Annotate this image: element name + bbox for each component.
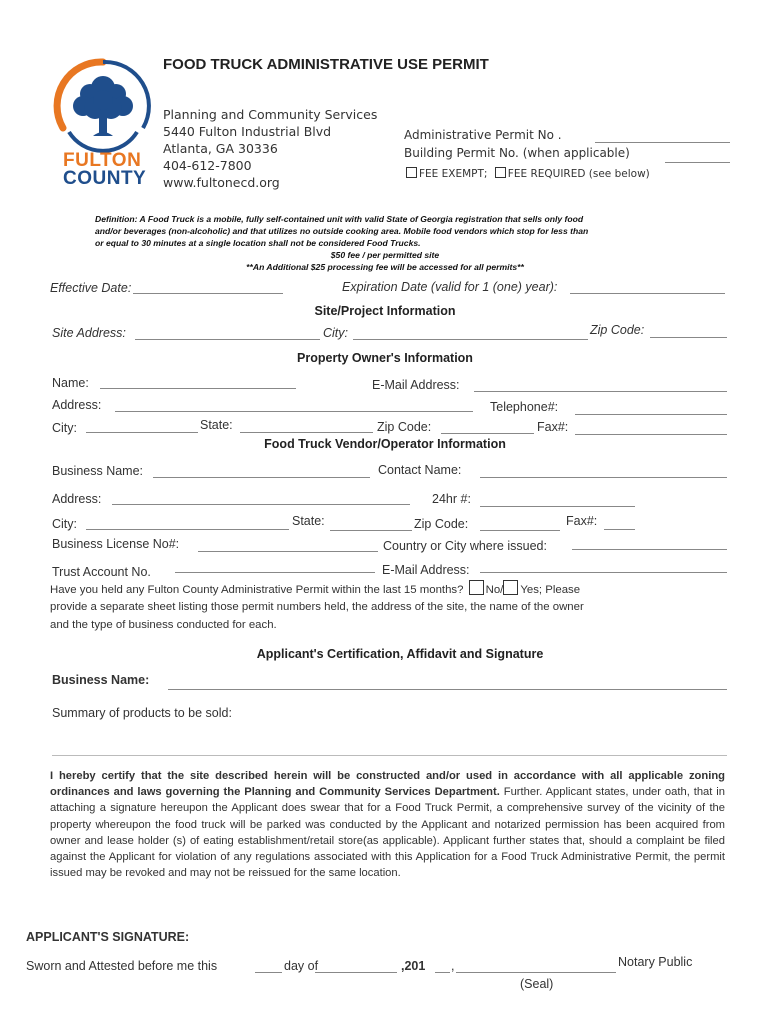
owner-city-label: City: [52, 421, 77, 435]
site-city-field[interactable] [353, 339, 588, 340]
owner-fax-label: Fax#: [537, 420, 569, 434]
prior-permit-question [50, 580, 580, 598]
cert-business-name-field[interactable] [168, 689, 727, 690]
site-zip-field[interactable] [650, 337, 727, 338]
vendor-city-field[interactable] [86, 529, 289, 530]
vendor-email-label: E-Mail Address: [382, 563, 470, 577]
vendor-contact-name-field[interactable] [480, 477, 727, 478]
cert-business-name-label: Business Name: [52, 673, 150, 687]
effective-date-label: Effective Date: [50, 281, 132, 295]
notary-public-label: Notary Public [618, 955, 693, 969]
site-section-heading: Site/Project Information [314, 304, 456, 318]
vendor-license-label: Business License No#: [52, 537, 180, 551]
site-address-label: Site Address: [52, 326, 126, 340]
sworn-attested-text [26, 959, 217, 973]
owner-address-label: Address: [52, 398, 102, 412]
site-address-field[interactable] [135, 339, 320, 340]
prior-permit-instructions-2: and the type of business conducted for each. [50, 619, 277, 631]
notary-signature-field[interactable] [456, 972, 616, 973]
definition-line-2: and/or beverages (non-alcoholic) and that utilizes no outside cooking area. Mobile food vendors which stop for less than [95, 226, 589, 236]
dept-name: Planning and Community Services [163, 107, 378, 122]
expiration-date-label: Expiration Date (valid for 1 (one) year): [342, 280, 558, 294]
owner-section-heading: Property Owner's Information [297, 351, 473, 365]
tree-seal-icon [53, 58, 153, 158]
fee-exempt-label: FEE EXEMPT; [419, 168, 488, 180]
admin-permit-field[interactable] [595, 142, 730, 143]
day-field[interactable] [255, 972, 282, 973]
owner-name-field[interactable] [100, 388, 296, 389]
owner-city-field[interactable] [86, 432, 198, 433]
building-permit-label: Building Permit No. (when applicable) [404, 146, 630, 160]
prior-permit-yes-label: Yes; Please [520, 584, 581, 596]
prior-permit-instructions-1: provide a separate sheet listing those permit numbers held, the address of the site, the name of the owner [50, 601, 584, 613]
dept-website: www.fultonecd.org [163, 175, 280, 190]
owner-state-field[interactable] [240, 432, 373, 433]
vendor-zip-label: Zip Code: [414, 517, 469, 531]
products-summary-field[interactable] [52, 755, 727, 756]
owner-zip-field[interactable] [441, 433, 534, 434]
vendor-address-field[interactable] [112, 504, 410, 505]
definition-line-1: Definition: A Food Truck is a mobile, fully self-contained unit with valid State of Georgia registration that sells only food [95, 214, 584, 224]
county-logo [53, 58, 153, 190]
fee-note: $50 fee / per permitted site [330, 250, 440, 260]
certification-statement [50, 768, 725, 881]
fee-required-label: FEE REQUIRED (see below) [507, 168, 650, 180]
vendor-city-label: City: [52, 517, 77, 531]
processing-fee-note: **An Additional $25 processing fee will be accessed for all permits** [246, 262, 524, 272]
owner-name-label: Name: [52, 376, 89, 390]
effective-date-field[interactable] [133, 293, 283, 294]
owner-telephone-label: Telephone#: [490, 400, 559, 414]
dept-phone: 404-612-7800 [163, 158, 252, 173]
owner-fax-field[interactable] [575, 434, 727, 435]
vendor-state-field[interactable] [330, 530, 412, 531]
owner-zip-label: Zip Code: [377, 420, 432, 434]
site-city-label: City: [323, 326, 348, 340]
building-permit-field[interactable] [665, 162, 730, 163]
owner-state-label: State: [200, 418, 233, 432]
seal-label: (Seal) [520, 977, 554, 991]
definition-line-3: or equal to 30 minutes at a single location shall not be considered Food Trucks. [95, 238, 421, 248]
vendor-section-heading: Food Truck Vendor/Operator Information [264, 437, 506, 451]
certification-heading: Applicant's Certification, Affidavit and Signature [256, 647, 544, 661]
vendor-business-name-field[interactable] [153, 477, 370, 478]
prior-permit-no-label: No/ [485, 584, 504, 596]
vendor-zip-field[interactable] [480, 530, 560, 531]
form-title: FOOD TRUCK ADMINISTRATIVE USE PERMIT [163, 56, 489, 73]
owner-email-field[interactable] [474, 391, 727, 392]
fee-options [406, 167, 650, 180]
vendor-contact-name-label: Contact Name: [378, 463, 462, 477]
year-field[interactable] [435, 972, 450, 973]
vendor-fax-label: Fax#: [566, 514, 598, 528]
vendor-email-field[interactable] [480, 572, 727, 573]
fee-exempt-checkbox[interactable] [406, 167, 417, 178]
vendor-address-label: Address: [52, 492, 102, 506]
certification-bold-text: I hereby certify that the site described herein will be constructed and/or used in accordance with all applicable zoning ordinances and laws governing the Planning and Community Services Department. [50, 770, 725, 799]
dept-city: Atlanta, GA 30336 [163, 141, 278, 156]
logo-text-county: COUNTY [63, 168, 147, 189]
products-summary-label: Summary of products to be sold: [52, 706, 232, 720]
vendor-license-field[interactable] [198, 551, 378, 552]
applicant-signature-label: APPLICANT'S SIGNATURE: [26, 930, 190, 944]
owner-email-label: E-Mail Address: [372, 378, 460, 392]
certification-body-text: Further. Applicant states, under oath, that in attaching a signature hereupon the Applicant does swear that for a Food Truck Permit, a comprehensive survey of the vicinity of the property whereupon the food truck will be parked was conducted by the Applicant and notarized permission has been acquired from owner and lease holder (s) of eating establishment/retail store(as applicable). Applicant further states that, should a complaint be filed against the Applicant for violation of any regulations associated with this Application for a Food Truck Administrative Permit, the permit issued may be revoked and may not be reissued for the same location. [50, 786, 725, 880]
fee-required-checkbox[interactable] [495, 167, 506, 178]
sworn-text: Sworn and Attested before me this [26, 959, 218, 973]
vendor-state-label: State: [292, 514, 325, 528]
vendor-country-field[interactable] [572, 549, 727, 550]
owner-telephone-field[interactable] [575, 414, 727, 415]
logo-text-fulton: FULTON [63, 150, 142, 171]
year-prefix: ,201 [401, 959, 426, 973]
prior-permit-question-text: Have you held any Fulton County Administrative Permit within the last 15 months? [50, 584, 464, 596]
expiration-date-field[interactable] [570, 293, 725, 294]
site-zip-label: Zip Code: [590, 323, 645, 337]
vendor-trust-account-label: Trust Account No. [52, 565, 151, 579]
year-comma: , [451, 959, 455, 973]
owner-address-field[interactable] [115, 411, 473, 412]
vendor-24hr-label: 24hr #: [432, 492, 471, 506]
dept-street: 5440 Fulton Industrial Blvd [163, 124, 332, 139]
vendor-country-label: Country or City where issued: [383, 539, 547, 553]
vendor-24hr-field[interactable] [480, 506, 635, 507]
vendor-trust-account-field[interactable] [175, 572, 375, 573]
admin-permit-label: Administrative Permit No . [404, 128, 562, 142]
vendor-fax-field[interactable] [604, 529, 635, 530]
month-field[interactable] [315, 972, 397, 973]
prior-permit-yes-checkbox[interactable] [503, 580, 518, 595]
day-of-text: day of [284, 959, 319, 973]
vendor-business-name-label: Business Name: [52, 464, 144, 478]
prior-permit-no-checkbox[interactable] [469, 580, 484, 595]
